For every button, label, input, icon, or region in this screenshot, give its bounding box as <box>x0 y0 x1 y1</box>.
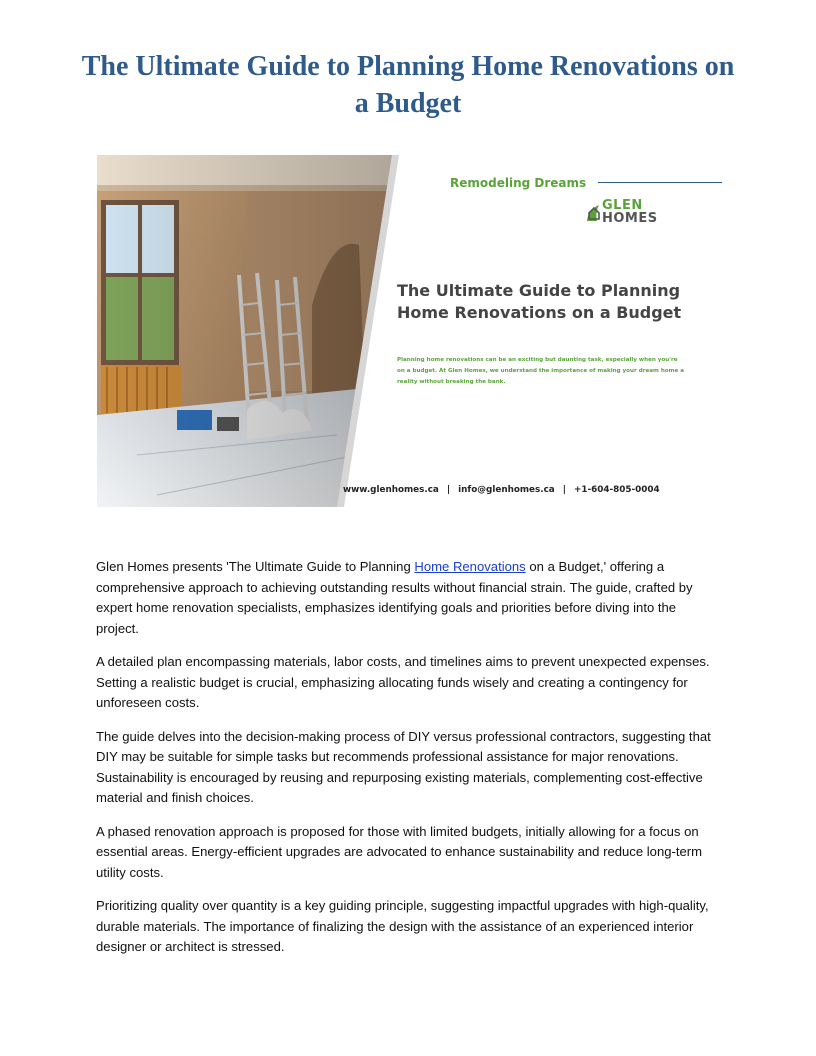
contact-separator: | <box>446 485 451 495</box>
paragraph: The guide delves into the decision-making process of DIY versus professional contractors, suggesting that DIY may be suitable for simple tasks but recommends professional assistance for major renovations. Sustainability is encouraged by reusing and repurposing existing materials, complementing cost-effective material and finish choices. <box>96 728 711 805</box>
paragraph-text: on a Budget,' offering a comprehensive approach to achieving outstanding results without financial strain. The guide, crafted by expert home renovation specialists, emphasizes identifying goals and priorities before diving into the project. <box>96 559 693 636</box>
home-renovations-link[interactable]: Home Renovations <box>414 559 526 574</box>
house-leaf-icon <box>585 201 601 223</box>
paragraph: A phased renovation approach is proposed for those with limited budgets, initially allowing for a focus on essential areas. Energy-efficient upgrades are advocated to enhance sustainability and reduce long-term utility costs. <box>96 823 703 880</box>
paragraph-text: Glen Homes presents 'The Ultimate Guide to Planning <box>96 559 415 574</box>
banner-description: Planning home renovations can be an exciting but daunting task, especially when you're on a budget. At Glen Homes, we understand the importance of making your dream home a reality without breaking the bank. <box>397 357 684 385</box>
phone-text: +1-604-805-0004 <box>573 485 660 495</box>
paragraph <box>96 557 720 639</box>
logo-text-homes: HOMES <box>602 211 658 226</box>
website-text: www.glenhomes.ca <box>343 485 439 495</box>
logo-text-glen: GLEN <box>602 198 643 213</box>
hero-banner <box>97 155 722 507</box>
glen-homes-logo <box>585 199 685 229</box>
page-title: The Ultimate Guide to Planning Home Renovations on a Budget <box>81 51 735 119</box>
email-text: info@glenhomes.ca <box>458 485 555 495</box>
banner-contact-line <box>343 485 703 495</box>
tagline-divider <box>598 182 722 183</box>
article-body <box>96 557 720 971</box>
paragraph: Prioritizing quality over quantity is a key guiding principle, suggesting impactful upgrades with high-quality, durable materials. The importance of finalizing the design with the assistance of an experienced interior designer or architect is stressed. <box>96 898 709 954</box>
banner-tagline: Remodeling Dreams <box>450 176 587 190</box>
banner-title: The Ultimate Guide to Planning Home Renovations on a Budget <box>397 281 682 322</box>
contact-separator: | <box>562 485 566 495</box>
paragraph: A detailed plan encompassing materials, labor costs, and timelines aims to prevent unexpected expenses. Setting a realistic budget is crucial, emphasizing allocating funds wisely and creating a contingency for unforeseen costs. <box>96 654 710 710</box>
